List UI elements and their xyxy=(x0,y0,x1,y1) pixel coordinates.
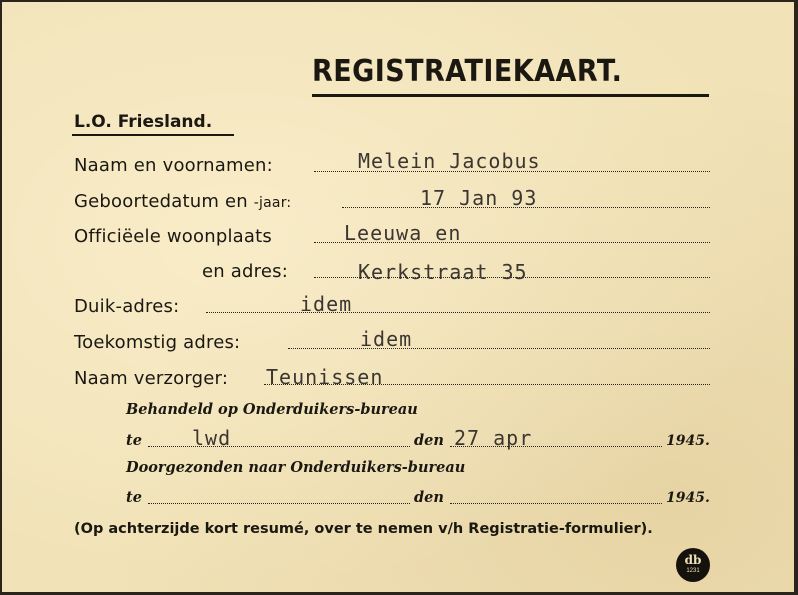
doorgezonden-den-label: den xyxy=(414,489,444,506)
footer-note: (Op achterzijde kort resumé, over te nemen v/h Registratie-formulier). xyxy=(74,521,653,537)
doorgezonden-den-line xyxy=(450,503,662,504)
naam-value: Melein Jacobus xyxy=(358,149,541,173)
geboorte-label xyxy=(74,191,291,212)
publisher-stamp-logo xyxy=(676,548,710,582)
doorgezonden-te-line xyxy=(148,503,410,504)
doorgezonden-heading: Doorgezonden naar Onderduikers-bureau xyxy=(126,459,466,476)
behandeld-te-value: lwd xyxy=(192,426,232,450)
geboorte-label-main: Geboortedatum en xyxy=(74,191,248,212)
naam-label: Naam en voornamen: xyxy=(74,155,273,176)
behandeld-den-value: 27 apr xyxy=(454,426,533,450)
behandeld-te-line xyxy=(148,446,410,447)
behandeld-te-label: te xyxy=(126,432,142,449)
woonplaats-value: Leeuwa en xyxy=(344,221,462,245)
toekomstig-value: idem xyxy=(360,327,413,351)
duik-label: Duik-adres: xyxy=(74,296,180,317)
doorgezonden-te-label: te xyxy=(126,489,142,506)
doorgezonden-year: 1945. xyxy=(666,490,710,506)
title-underline xyxy=(312,94,709,97)
adres-value: Kerkstraat 35 xyxy=(358,260,528,284)
woonplaats-label: Officiëele woonplaats xyxy=(74,226,272,247)
organization-underline xyxy=(72,134,234,136)
geboorte-value: 17 Jan 93 xyxy=(420,186,538,210)
verzorger-label: Naam verzorger: xyxy=(74,368,229,389)
geboorte-label-small: -jaar: xyxy=(253,195,292,211)
stamp-line-2: 1231 xyxy=(686,568,700,574)
stamp-line-1: db xyxy=(684,553,702,567)
duik-line xyxy=(206,312,710,313)
toekomstig-label: Toekomstig adres: xyxy=(74,332,241,353)
verzorger-value: Teunissen xyxy=(266,365,384,389)
card-title: REGISTRATIEKAART. xyxy=(312,54,623,89)
adres-label: en adres: xyxy=(202,261,288,282)
organization-name: L.O. Friesland. xyxy=(74,112,213,132)
behandeld-year: 1945. xyxy=(666,433,710,449)
behandeld-den-label: den xyxy=(414,432,444,449)
duik-value: idem xyxy=(300,292,353,316)
toekomstig-line xyxy=(288,348,710,349)
registration-card xyxy=(2,2,794,592)
behandeld-heading: Behandeld op Onderduikers-bureau xyxy=(126,401,418,418)
